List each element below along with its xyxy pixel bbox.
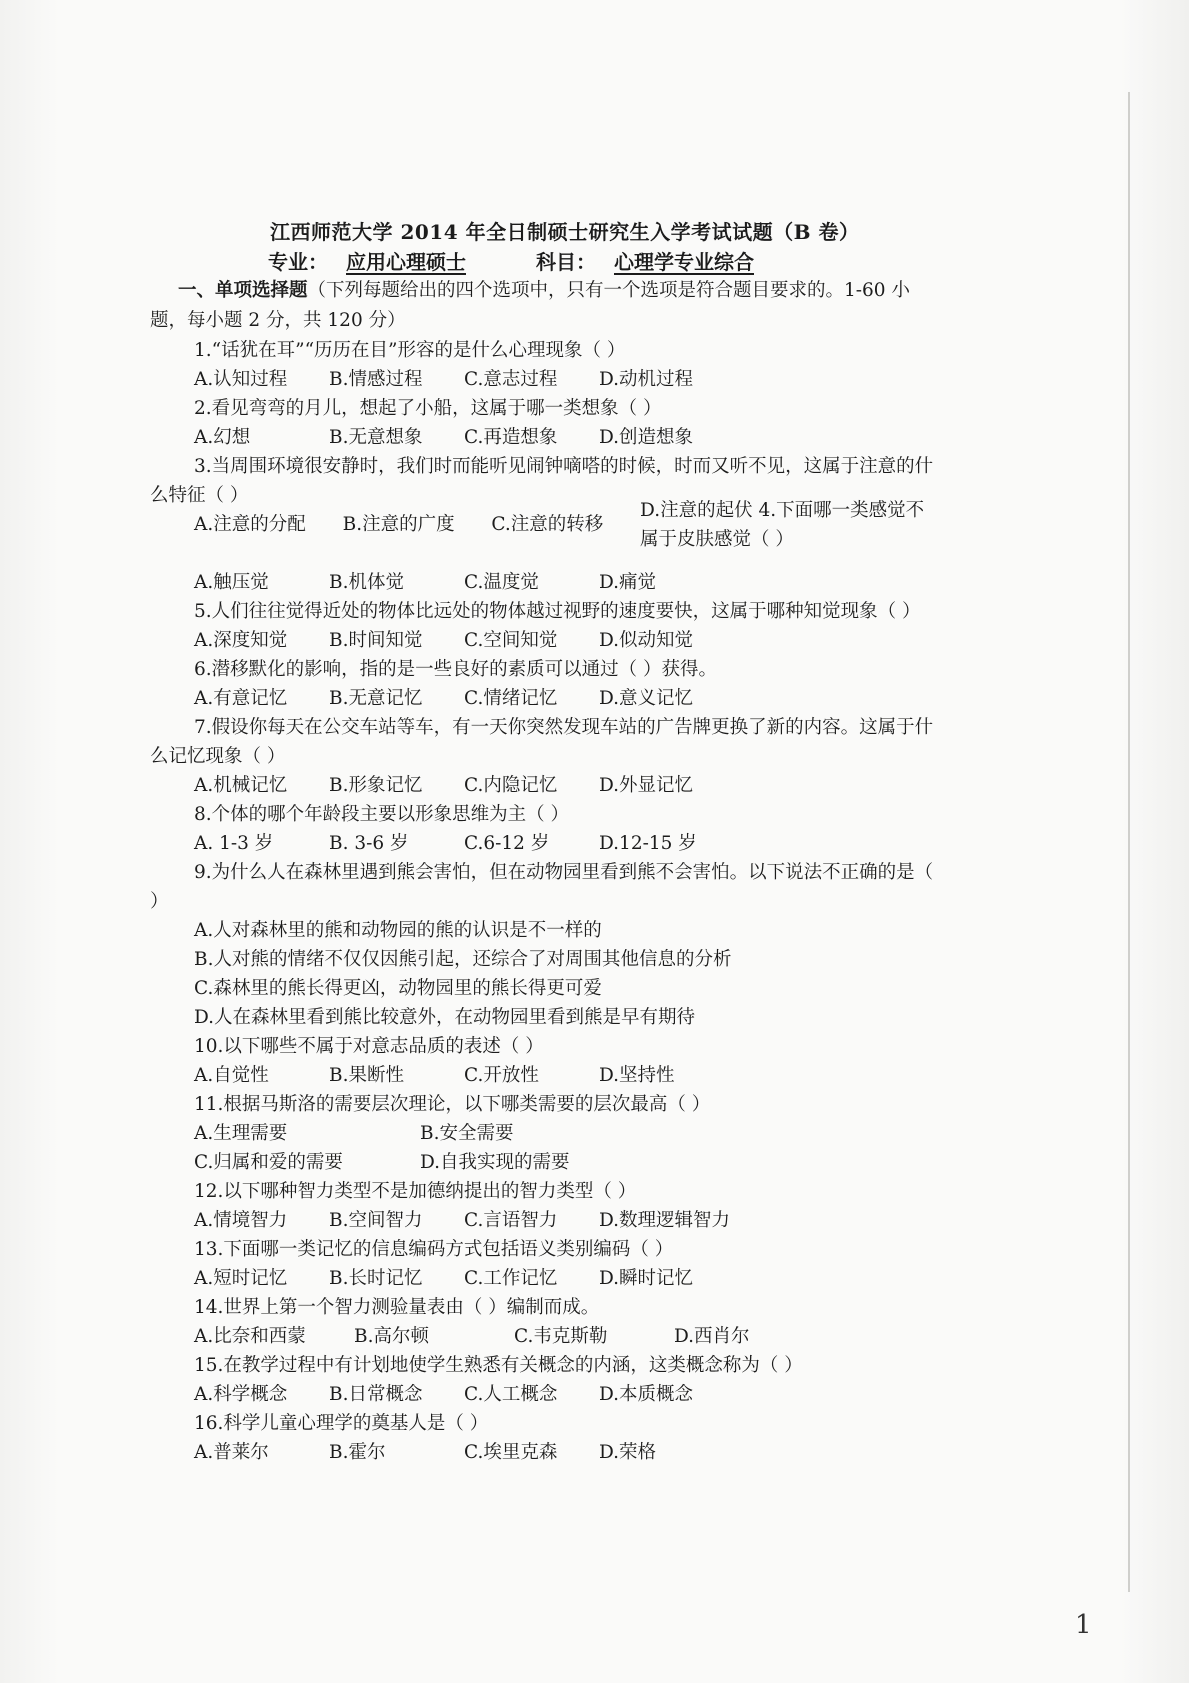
question-stem: 6.潜移默化的影响，指的是一些良好的素质可以通过（ ）获得。 bbox=[194, 659, 718, 680]
option-b: B.安全需要 bbox=[420, 1123, 514, 1144]
option-c: C.韦克斯勒 bbox=[514, 1326, 608, 1347]
option-c: C.意志过程 bbox=[464, 369, 558, 390]
section-instruction: （下列每题给出的四个选项中，只有一个选项是符合题目要求的。1-60 小题，每小题 2 分，共 120 分） bbox=[150, 280, 910, 331]
option-b: B.注意的广度 bbox=[342, 514, 455, 535]
option-a: A.短时记忆 bbox=[194, 1268, 288, 1289]
question-stem: 9.为什么人在森林里遇到熊会害怕，但在动物园里看到熊不会害怕。以下说法不正确的是（ ） bbox=[150, 862, 934, 912]
option-b: B. 3-6 岁 bbox=[329, 833, 409, 854]
exam-subhead bbox=[268, 246, 754, 275]
option-b: B.机体觉 bbox=[329, 572, 404, 593]
option-d bbox=[640, 496, 940, 554]
section-heading: 一、单项选择题 bbox=[178, 280, 308, 301]
question-options bbox=[150, 1061, 940, 1090]
option-a: A.机械记忆 bbox=[194, 775, 288, 796]
option-b: B.高尔顿 bbox=[354, 1326, 429, 1347]
option-d: D.外显记忆 bbox=[599, 775, 694, 796]
option-c: C.再造想象 bbox=[464, 427, 558, 448]
question-2 bbox=[150, 394, 940, 452]
question-stem: 8.个体的哪个年龄段主要以形象思维为主（ ） bbox=[194, 804, 570, 825]
option-c: C.空间知觉 bbox=[464, 630, 558, 651]
option-d: D.似动知觉 bbox=[599, 630, 694, 651]
section-intro bbox=[150, 276, 930, 336]
option-b: B.人对熊的情绪不仅仅因熊引起，还综合了对周围其他信息的分析 bbox=[194, 949, 732, 970]
question-options bbox=[150, 365, 940, 394]
option-d: D.瞬时记忆 bbox=[599, 1268, 694, 1289]
option-b: B.日常概念 bbox=[329, 1384, 423, 1405]
subject-label: 科目： bbox=[536, 250, 596, 274]
question-options-row-1 bbox=[150, 1119, 940, 1148]
option-b: B.无意想象 bbox=[329, 427, 423, 448]
option-c: C.归属和爱的需要 bbox=[194, 1152, 343, 1173]
scan-edge-line bbox=[1128, 92, 1130, 1592]
question-1 bbox=[150, 336, 940, 394]
option-a: A.科学概念 bbox=[194, 1384, 288, 1405]
option-c: C.森林里的熊长得更凶，动物园里的熊长得更可爱 bbox=[194, 978, 602, 999]
option-c: C.言语智力 bbox=[464, 1210, 558, 1231]
question-5 bbox=[150, 597, 940, 655]
option-a: A.认知过程 bbox=[194, 369, 288, 390]
question-stem: 2.看见弯弯的月儿，想起了小船，这属于哪一类想象（ ） bbox=[194, 398, 662, 419]
question-6 bbox=[150, 655, 940, 713]
option-a: A.情境智力 bbox=[194, 1210, 288, 1231]
question-stem: 13.下面哪一类记忆的信息编码方式包括语义类别编码（ ） bbox=[194, 1239, 674, 1260]
option-c: C.6-12 岁 bbox=[464, 833, 550, 854]
option-d: D.12-15 岁 bbox=[599, 833, 697, 854]
option-d: D.荣格 bbox=[599, 1442, 657, 1463]
question-14 bbox=[150, 1293, 940, 1351]
question-options bbox=[150, 423, 940, 452]
subject-value: 心理学专业综合 bbox=[614, 250, 754, 274]
option-d: D.人在森林里看到熊比较意外，在动物园里看到熊是早有期待 bbox=[194, 1007, 696, 1028]
option-d: D.意义记忆 bbox=[599, 688, 694, 709]
option-d: D.西肖尔 bbox=[674, 1326, 750, 1347]
question-stem: 5.人们往往觉得近处的物体比远处的物体越过视野的速度要快，这属于哪种知觉现象（ ） bbox=[194, 601, 921, 622]
question-stem: 16.科学儿童心理学的奠基人是（ ） bbox=[194, 1413, 489, 1434]
option-a: A.生理需要 bbox=[194, 1123, 288, 1144]
question-11 bbox=[150, 1090, 940, 1177]
page-number: 1 bbox=[1075, 1610, 1092, 1640]
option-d: D.数理逻辑智力 bbox=[599, 1210, 731, 1231]
question-options bbox=[150, 829, 940, 858]
option-c: C.情绪记忆 bbox=[464, 688, 558, 709]
option-a: A.深度知觉 bbox=[194, 630, 288, 651]
question-7 bbox=[150, 713, 940, 800]
option-d: D.坚持性 bbox=[599, 1065, 675, 1086]
question-options bbox=[150, 626, 940, 655]
option-b: B.长时记忆 bbox=[329, 1268, 423, 1289]
option-a: A.有意记忆 bbox=[194, 688, 288, 709]
option-a: A. 1-3 岁 bbox=[194, 833, 274, 854]
option-b: B.霍尔 bbox=[329, 1442, 386, 1463]
exam-title: 江西师范大学 2014 年全日制硕士研究生入学考试试题（B 卷） bbox=[270, 220, 860, 244]
option-b: B.无意记忆 bbox=[329, 688, 423, 709]
question-16 bbox=[150, 1409, 940, 1467]
option-a: A.幻想 bbox=[194, 427, 251, 448]
question-12 bbox=[150, 1177, 940, 1235]
option-a: A.自觉性 bbox=[194, 1065, 269, 1086]
question-options bbox=[150, 1438, 940, 1467]
option-c: C.工作记忆 bbox=[464, 1268, 558, 1289]
question-options bbox=[150, 771, 940, 800]
option-a: A.人对森林里的熊和动物园的熊的认识是不一样的 bbox=[194, 920, 602, 941]
option-b: B.情感过程 bbox=[329, 369, 423, 390]
question-options bbox=[150, 1380, 940, 1409]
question-stem: 12.以下哪种智力类型不是加德纳提出的智力类型（ ） bbox=[194, 1181, 637, 1202]
option-c: C.人工概念 bbox=[464, 1384, 558, 1405]
option-a: A.注意的分配 bbox=[194, 514, 306, 535]
question-stem: 11.根据马斯洛的需要层次理论，以下哪类需要的层次最高（ ） bbox=[194, 1094, 711, 1115]
option-d: D.本质概念 bbox=[599, 1384, 694, 1405]
option-b: B.形象记忆 bbox=[329, 775, 423, 796]
question-options bbox=[150, 684, 940, 713]
option-b: B.空间智力 bbox=[329, 1210, 423, 1231]
major-value: 应用心理硕士 bbox=[346, 250, 466, 274]
option-d: D.痛觉 bbox=[599, 572, 657, 593]
option-c: C.埃里克森 bbox=[464, 1442, 558, 1463]
question-stem: 10.以下哪些不属于对意志品质的表述（ ） bbox=[194, 1036, 544, 1057]
question-stem: 3.当周围环境很安静时，我们时而能听见闹钟嘀嗒的时候，时而又听不见，这属于注意的什么特征（ ） bbox=[150, 456, 934, 506]
question-stem: 15.在教学过程中有计划地使学生熟悉有关概念的内涵，这类概念称为（ ） bbox=[194, 1355, 803, 1376]
option-c: C.温度觉 bbox=[464, 572, 539, 593]
question-15 bbox=[150, 1351, 940, 1409]
question-options bbox=[150, 1206, 940, 1235]
question-options bbox=[150, 1264, 940, 1293]
question-options-row-2 bbox=[150, 1148, 940, 1177]
question-8 bbox=[150, 800, 940, 858]
question-stem: 1.“话犹在耳”“历历在目”形容的是什么心理现象（ ） bbox=[194, 340, 626, 361]
option-b: B.果断性 bbox=[329, 1065, 404, 1086]
question-13 bbox=[150, 1235, 940, 1293]
option-a: A.普莱尔 bbox=[194, 1442, 269, 1463]
question-4 bbox=[150, 568, 940, 597]
major-label: 专业： bbox=[268, 250, 328, 274]
option-d-text: D.注意的起伏 4.下面哪一类感觉不属于皮肤感觉（ ） bbox=[640, 499, 925, 550]
option-c: C.开放性 bbox=[464, 1065, 539, 1086]
question-options bbox=[150, 499, 940, 550]
option-c: C.注意的转移 bbox=[491, 514, 604, 535]
question-9 bbox=[150, 858, 940, 1032]
question-10 bbox=[150, 1032, 940, 1090]
question-options bbox=[150, 1322, 940, 1351]
option-d: D.自我实现的需要 bbox=[420, 1152, 570, 1173]
question-stem: 7.假设你每天在公交车站等车，有一天你突然发现车站的广告牌更换了新的内容。这属于什么记忆现象（ ） bbox=[150, 717, 934, 767]
option-b: B.时间知觉 bbox=[329, 630, 423, 651]
option-d: D.创造想象 bbox=[599, 427, 694, 448]
option-a: A.比奈和西蒙 bbox=[194, 1326, 306, 1347]
option-a: A.触压觉 bbox=[194, 572, 269, 593]
question-options bbox=[150, 568, 940, 597]
option-c: C.内隐记忆 bbox=[464, 775, 558, 796]
option-d: D.动机过程 bbox=[599, 369, 694, 390]
question-stem: 14.世界上第一个智力测验量表由（ ）编制而成。 bbox=[194, 1297, 600, 1318]
question-list bbox=[150, 336, 940, 1467]
question-3 bbox=[150, 452, 940, 550]
